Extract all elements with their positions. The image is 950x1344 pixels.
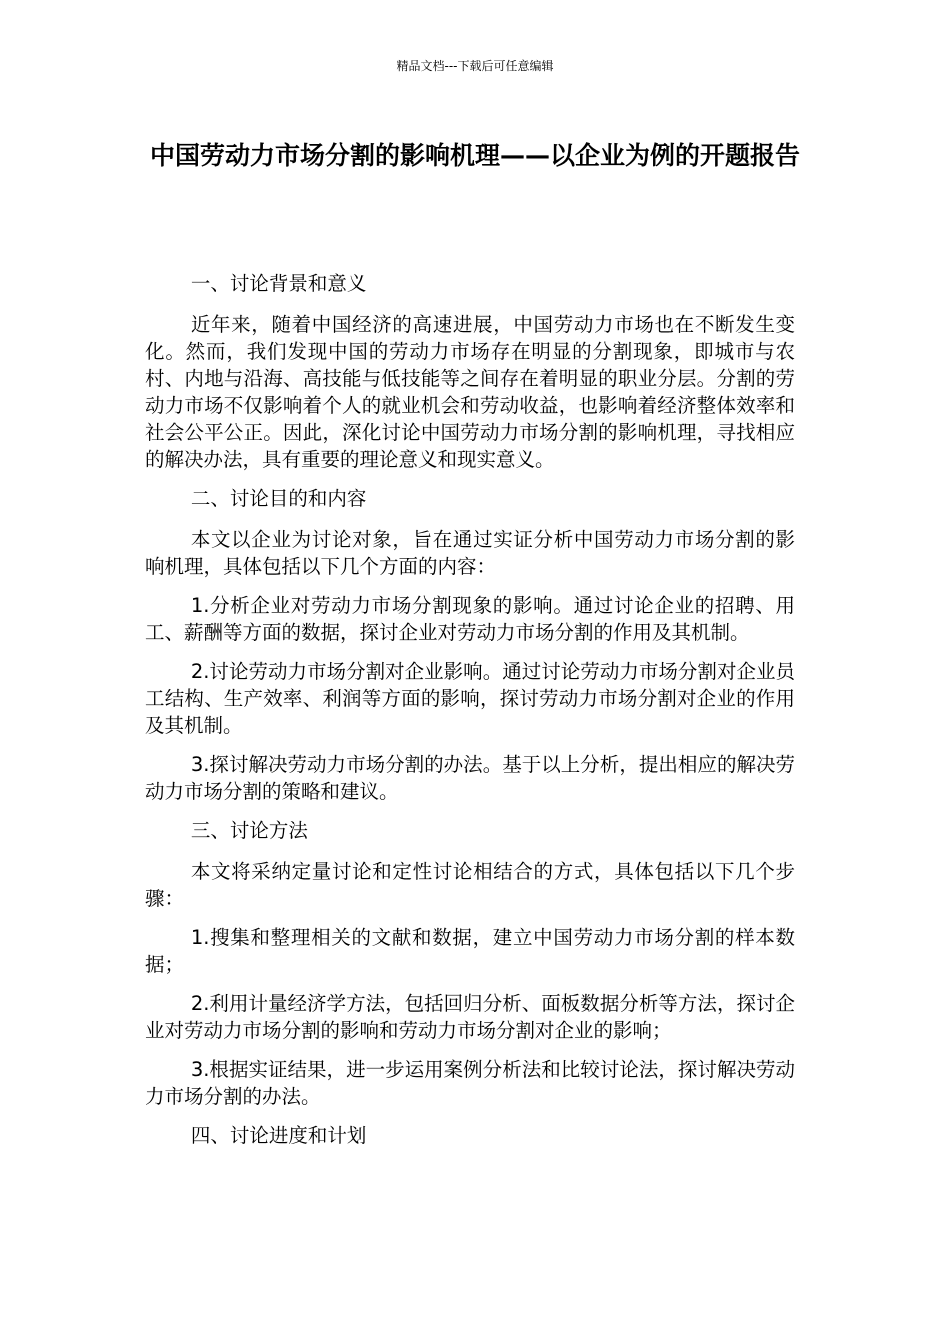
document-title: 中国劳动力市场分割的影响机理——以企业为例的开题报告 [149, 141, 800, 170]
section-heading-background: 一、讨论背景和意义 [190, 272, 367, 295]
list-item-purpose-3: 3.探讨解决劳动力市场分割的办法。基于以上分析，提出相应的解决劳动力市场分割的策略和建议。 [145, 753, 795, 803]
list-item-method-3: 3.根据实证结果，进一步运用案例分析法和比较讨论法，探讨解决劳动力市场分割的办法。 [145, 1058, 795, 1108]
document-body [145, 270, 795, 1163]
list-item-purpose-2: 2.讨论劳动力市场分割对企业影响。通过讨论劳动力市场分割对企业员工结构、生产效率、利润等方面的影响，探讨劳动力市场分割对企业的作用及其机制。 [145, 660, 795, 737]
list-item-method-2: 2.利用计量经济学方法，包括回归分析、面板数据分析等方法，探讨企业对劳动力市场分割的影响和劳动力市场分割对企业的影响； [145, 992, 795, 1042]
list-item-method-1: 1.搜集和整理相关的文献和数据，建立中国劳动力市场分割的样本数据； [145, 926, 795, 976]
section-heading-schedule: 四、讨论进度和计划 [190, 1124, 367, 1147]
section-heading-purpose: 二、讨论目的和内容 [190, 487, 367, 510]
header-note: 精品文档---下载后可任意编辑 [396, 59, 554, 73]
paragraph-method-intro: 本文将采纳定量讨论和定性讨论相结合的方式，具体包括以下几个步骤： [145, 860, 795, 910]
paragraph-background: 近年来，随着中国经济的高速进展，中国劳动力市场也在不断发生变化。然而，我们发现中国的劳动力市场存在明显的分割现象，即城市与农村、内地与沿海、高技能与低技能等之间存在着明显的职业分层。分割的劳动力市场不仅影响着个人的就业机会和劳动收益，也影响着经济整体效率和社会公平公正。因此，深化讨论中国劳动力市场分割的影响机理，寻找相应的解决办法，具有重要的理论意义和现实意义。 [145, 313, 795, 471]
list-item-purpose-1: 1.分析企业对劳动力市场分割现象的影响。通过讨论企业的招聘、用工、薪酬等方面的数据，探讨企业对劳动力市场分割的作用及其机制。 [145, 594, 795, 644]
paragraph-purpose-intro: 本文以企业为讨论对象，旨在通过实证分析中国劳动力市场分割的影响机理，具体包括以下几个方面的内容： [145, 528, 795, 578]
section-heading-method: 三、讨论方法 [190, 819, 308, 842]
